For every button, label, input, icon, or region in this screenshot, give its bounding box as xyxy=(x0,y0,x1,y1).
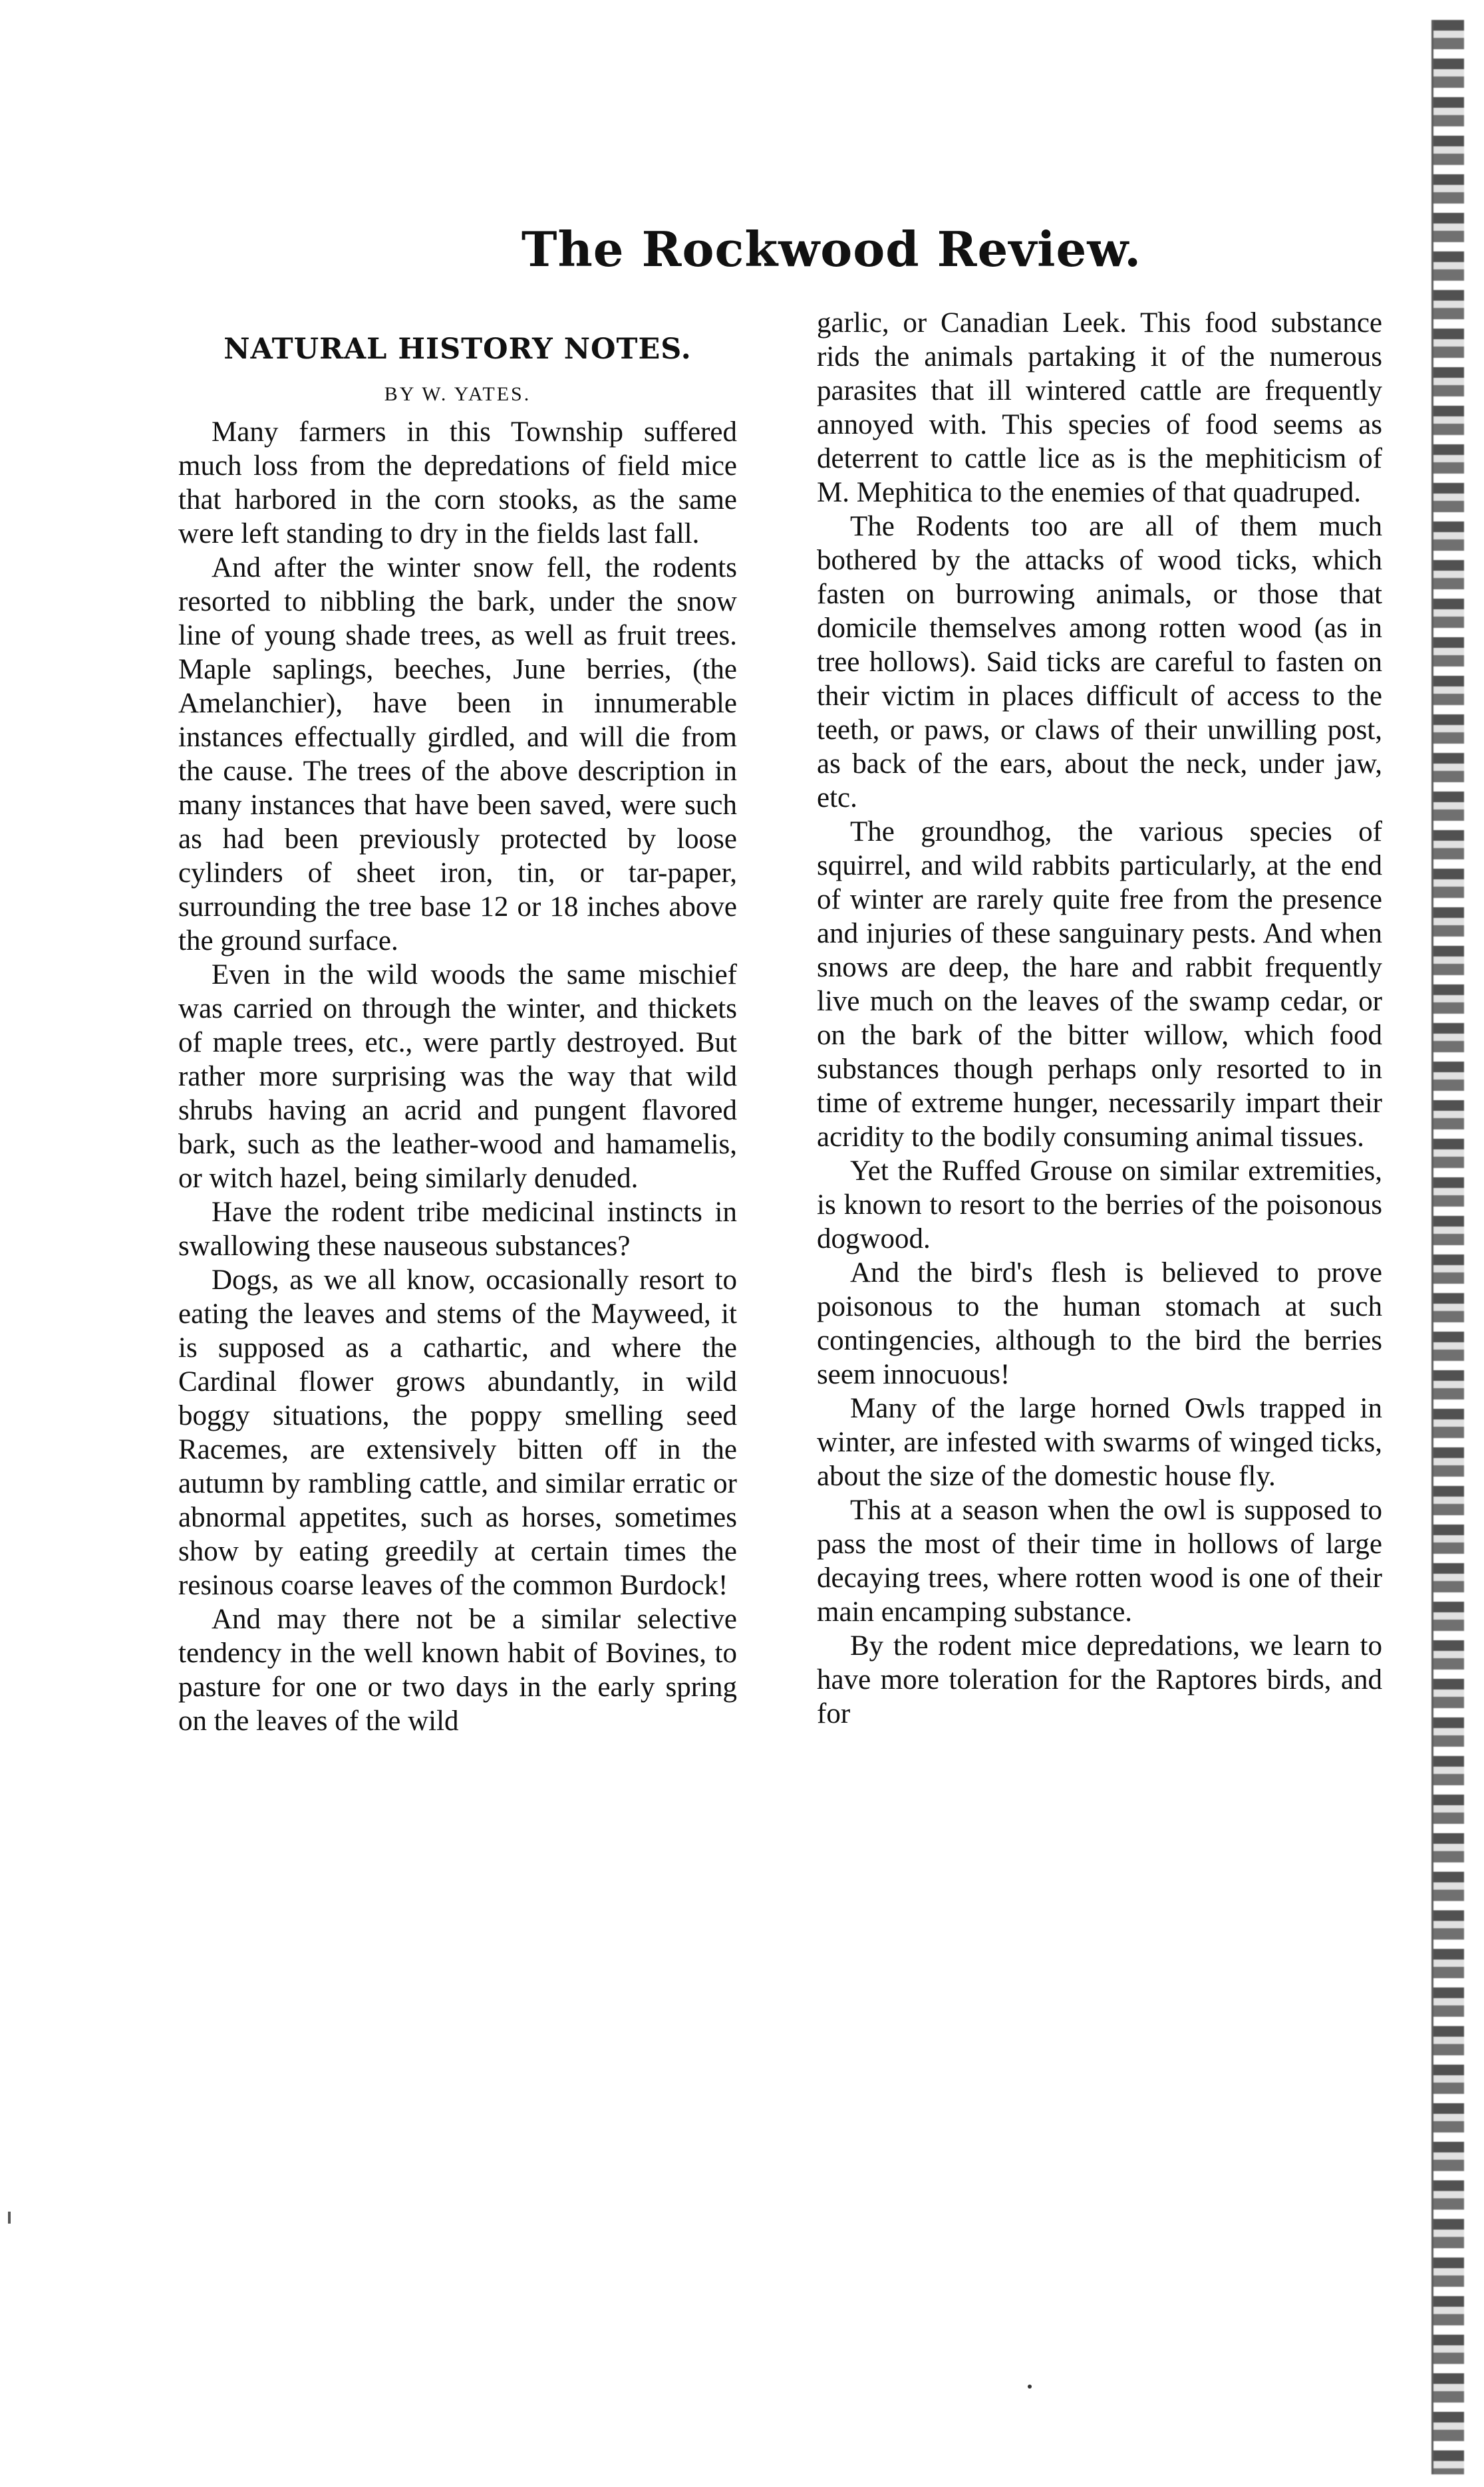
right-paragraph: Yet the Ruffed Grouse on similar extremities, is known to resort to the berries of the poisonous dogwood. xyxy=(817,1155,1382,1254)
right-column xyxy=(817,306,1382,1731)
masthead: The Rockwood Review. xyxy=(521,221,1142,277)
margin-speck xyxy=(8,2212,11,2224)
byline: BY W. YATES. xyxy=(384,383,531,405)
left-paragraph: And after the winter snow fell, the rodents resorted to nibbling the bark, under the snow line of young shade trees, as well as fruit trees. Maple saplings, beeches, June berries, (the Amelanchier), have been in innumerable instances effectually girdled, and will die from the cause. The trees of the above description in many instances that have been saved, were such as had been previously protected by loose cylinders of sheet iron, tin, or tar-paper, surrounding the tree base 12 or 18 inches above the ground surface. xyxy=(178,552,737,956)
left-paragraph: Dogs, as we all know, occasionally resort to eating the leaves and stems of the Mayweed, it is supposed as a cathartic, and where the Cardinal flower grows abundantly, in wild boggy situations, the poppy smelling seed Racemes, are extensively bitten off in the autumn by rambling cattle, and similar erratic or abnormal appetites, such as horses, sometimes show by eating greedily at certain times the resinous coarse leaves of the common Burdock! xyxy=(178,1264,737,1601)
right-paragraph: And the bird's flesh is believed to prove poisonous to the human stomach at such contingencies, although to the bird the berries seem innocuous! xyxy=(817,1257,1382,1390)
article-title: NATURAL HISTORY NOTES. xyxy=(223,333,692,366)
right-paragraph: The Rodents too are all of them much bothered by the attacks of wood ticks, which fasten on burrowing animals, or those that domicile themselves among rotten wood (as in tree hollows). Said ticks are careful to fasten on their victim in places difficult of access to the teeth, or paws, or claws of their unwilling post, as back of the ears, about the neck, under jaw, etc. xyxy=(817,511,1382,813)
left-paragraph: Even in the wild woods the same mischief was carried on through the winter, and thickets of maple trees, etc., were partly destroyed. But rather more surprising was the way that wild shrubs having an acrid and pungent flavored bark, such as the leather-wood and hamamelis, or witch hazel, being similarly denuded. xyxy=(178,959,737,1194)
left-column xyxy=(178,313,737,1738)
page-speck xyxy=(1028,2385,1032,2389)
left-paragraph: Have the rodent tribe medicinal instincts in swallowing these nauseous substances? xyxy=(178,1197,737,1262)
right-paragraph: Many of the large horned Owls trapped in winter, are infested with swarms of winged ticks, about the size of the domestic house fly. xyxy=(817,1393,1382,1492)
left-paragraph: Many farmers in this Township suffered much loss from the depredations of field mice that harbored in the corn stooks, as the same were left standing to dry in the fields last fall. xyxy=(178,416,737,549)
left-paragraph: And may there not be a similar selective tendency in the well known habit of Bovines, to pasture for one or two days in the early spring on the leaves of the wild xyxy=(178,1604,737,1737)
right-paragraph: The groundhog, the various species of squirrel, and wild rabbits particularly, at the end of winter are rarely quite free from the presence and injuries of these sanguinary pests. And when snows are deep, the hare and rabbit frequently live much on the leaves of the swamp cedar, or on the bark of the bitter willow, which food substances though perhaps only resorted to in time of extreme hunger, necessarily impart their acridity to the bodily consuming animal tissues. xyxy=(817,816,1382,1153)
continued-paragraph: garlic, or Canadian Leek. This food substance rids the animals partaking it of the numerous parasites that ill wintered cattle are frequently annoyed with. This species of food seems as deterrent to cattle lice as is the mephiticism of M. Mephitica to the enemies of that quadruped. xyxy=(817,307,1382,508)
right-paragraph: This at a season when the owl is supposed to pass the most of their time in hollows of large decaying trees, where rotten wood is one of their main encamping substance. xyxy=(817,1495,1382,1628)
scanned-page-edge xyxy=(1431,20,1464,2474)
right-paragraph: By the rodent mice depredations, we learn to have more toleration for the Raptores birds, and for xyxy=(817,1630,1382,1729)
